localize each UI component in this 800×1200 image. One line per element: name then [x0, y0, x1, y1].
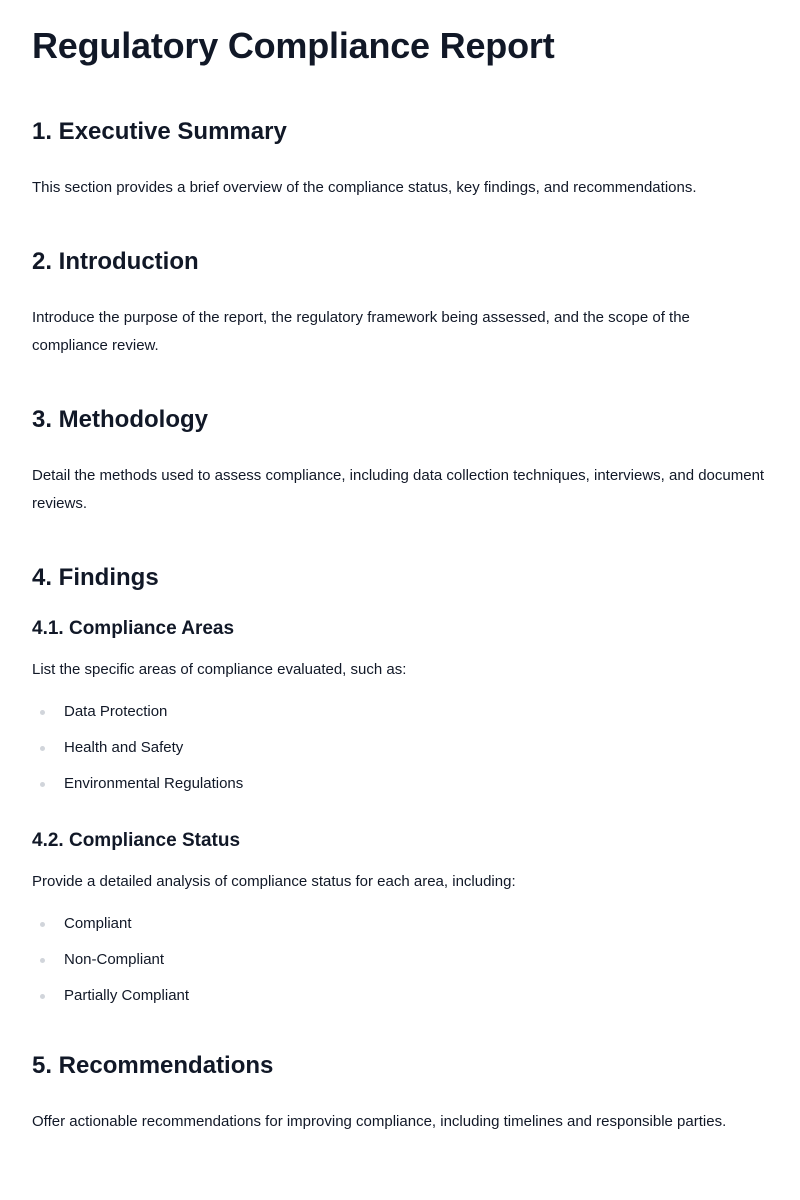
subsection-heading: 4.1. Compliance Areas: [32, 618, 235, 639]
section-introduction: [32, 246, 768, 360]
section-heading: 5. Recommendations: [32, 1052, 274, 1079]
list-item-text: Data Protection: [64, 703, 168, 720]
section-methodology: [32, 404, 768, 518]
list-item: [32, 738, 768, 758]
section-recommendations: [32, 1050, 768, 1136]
list-item-text: Environmental Regulations: [64, 775, 244, 792]
bullet-icon: [40, 746, 45, 751]
list-item: [32, 774, 768, 794]
bullet-icon: [40, 710, 45, 715]
bullet-icon: [40, 782, 45, 787]
subsection-body: List the specific areas of compliance evaluated, such as:: [32, 661, 407, 678]
compliance-status-list: [32, 914, 768, 1006]
list-item-text: Compliant: [64, 915, 132, 932]
list-item: [32, 914, 768, 934]
list-item: [32, 986, 768, 1006]
page-title: Regulatory Compliance Report: [32, 25, 555, 66]
subsection-heading: 4.2. Compliance Status: [32, 830, 241, 851]
section-executive-summary: [32, 116, 768, 202]
bullet-icon: [40, 922, 45, 927]
section-body: This section provides a brief overview of the compliance status, key findings, and recommendations.: [32, 179, 697, 196]
section-heading: 2. Introduction: [32, 248, 199, 275]
section-body: Offer actionable recommendations for improving compliance, including timelines and responsible parties.: [32, 1113, 727, 1130]
list-item: [32, 950, 768, 970]
section-heading: 3. Methodology: [32, 406, 208, 433]
list-item-text: Partially Compliant: [64, 987, 190, 1004]
section-findings: [32, 562, 768, 1006]
list-item-text: Non-Compliant: [64, 951, 165, 968]
bullet-icon: [40, 994, 45, 999]
section-body: Introduce the purpose of the report, the regulatory framework being assessed, and the scope of the compliance review.: [32, 309, 690, 354]
list-item: [32, 702, 768, 722]
subsection-body: Provide a detailed analysis of compliance status for each area, including:: [32, 873, 516, 890]
section-heading: 4. Findings: [32, 564, 159, 591]
bullet-icon: [40, 958, 45, 963]
section-heading: 1. Executive Summary: [32, 118, 287, 145]
section-body: Detail the methods used to assess compliance, including data collection techniques, interviews, and document reviews.: [32, 467, 765, 512]
list-item-text: Health and Safety: [64, 739, 184, 756]
compliance-areas-list: [32, 702, 768, 794]
